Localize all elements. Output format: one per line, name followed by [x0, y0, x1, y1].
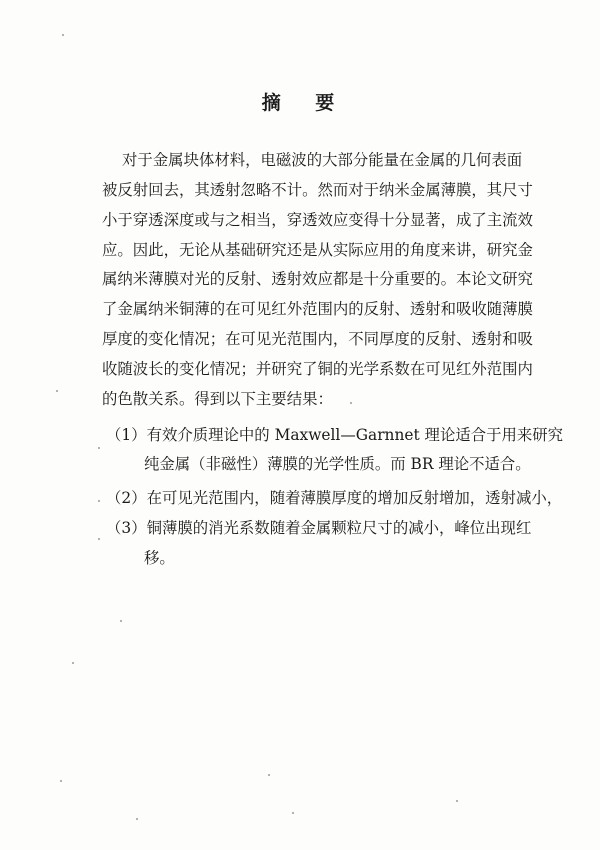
paragraph-line: 对于金属块体材料，电磁波的大部分能量在金属的几何表面: [122, 151, 523, 169]
paragraph-line: 属纳米薄膜对光的反射、透射效应都是十分重要的。本论文研究: [102, 270, 533, 288]
paragraph-line: 的色散关系。得到以下主要结果：: [102, 390, 333, 408]
paragraph-line: 厚度的变化情况；在可见光范围内，不同厚度的反射、透射和吸: [102, 330, 533, 348]
scan-speck: [292, 812, 294, 814]
scan-speck: [72, 662, 74, 664]
result-item-3-line: （3）铜薄膜的消光系数随着金属颗粒尺寸的减小，峰位出现红: [106, 519, 532, 537]
scan-speck: [98, 447, 100, 449]
result-item-2-line: （2）在可见光范围内，随着薄膜厚度的增加反射增加，透射减小，: [106, 489, 563, 507]
result-item-1-line: 纯金属（非磁性）薄膜的光学性质。而 BR 理论不适合。: [144, 455, 531, 473]
scan-speck: [456, 800, 458, 802]
scan-speck: [56, 390, 58, 392]
scan-speck: [62, 34, 64, 36]
scan-speck: [98, 538, 100, 540]
result-item-3-line: 移。: [144, 549, 175, 567]
paragraph-line: 收随波长的变化情况；并研究了铜的光学系数在可见红外范围内: [102, 360, 533, 378]
scan-speck: [268, 774, 270, 776]
result-item-1-line: （1）有效介质理论中的 Maxwell—Garnnet 理论适合于用来研究: [106, 426, 564, 444]
scan-speck: [120, 620, 122, 622]
paragraph-line: 了金属纳米铜薄的在可见红外范围内的反射、透射和吸收随薄膜: [102, 300, 533, 318]
scan-speck: [60, 780, 62, 782]
scan-speck: [98, 500, 100, 502]
paragraph-line: 被反射回去，其透射忽略不计。然而对于纳米金属薄膜，其尺寸: [102, 181, 533, 199]
scan-speck: [350, 402, 352, 404]
paragraph-line: 应。因此，无论从基础研究还是从实际应用的角度来讲，研究金: [102, 241, 533, 259]
scan-speck: [136, 818, 138, 820]
page-title: 摘 要: [261, 92, 349, 114]
paragraph-line: 小于穿透深度或与之相当，穿透效应变得十分显著，成了主流效: [102, 211, 533, 229]
